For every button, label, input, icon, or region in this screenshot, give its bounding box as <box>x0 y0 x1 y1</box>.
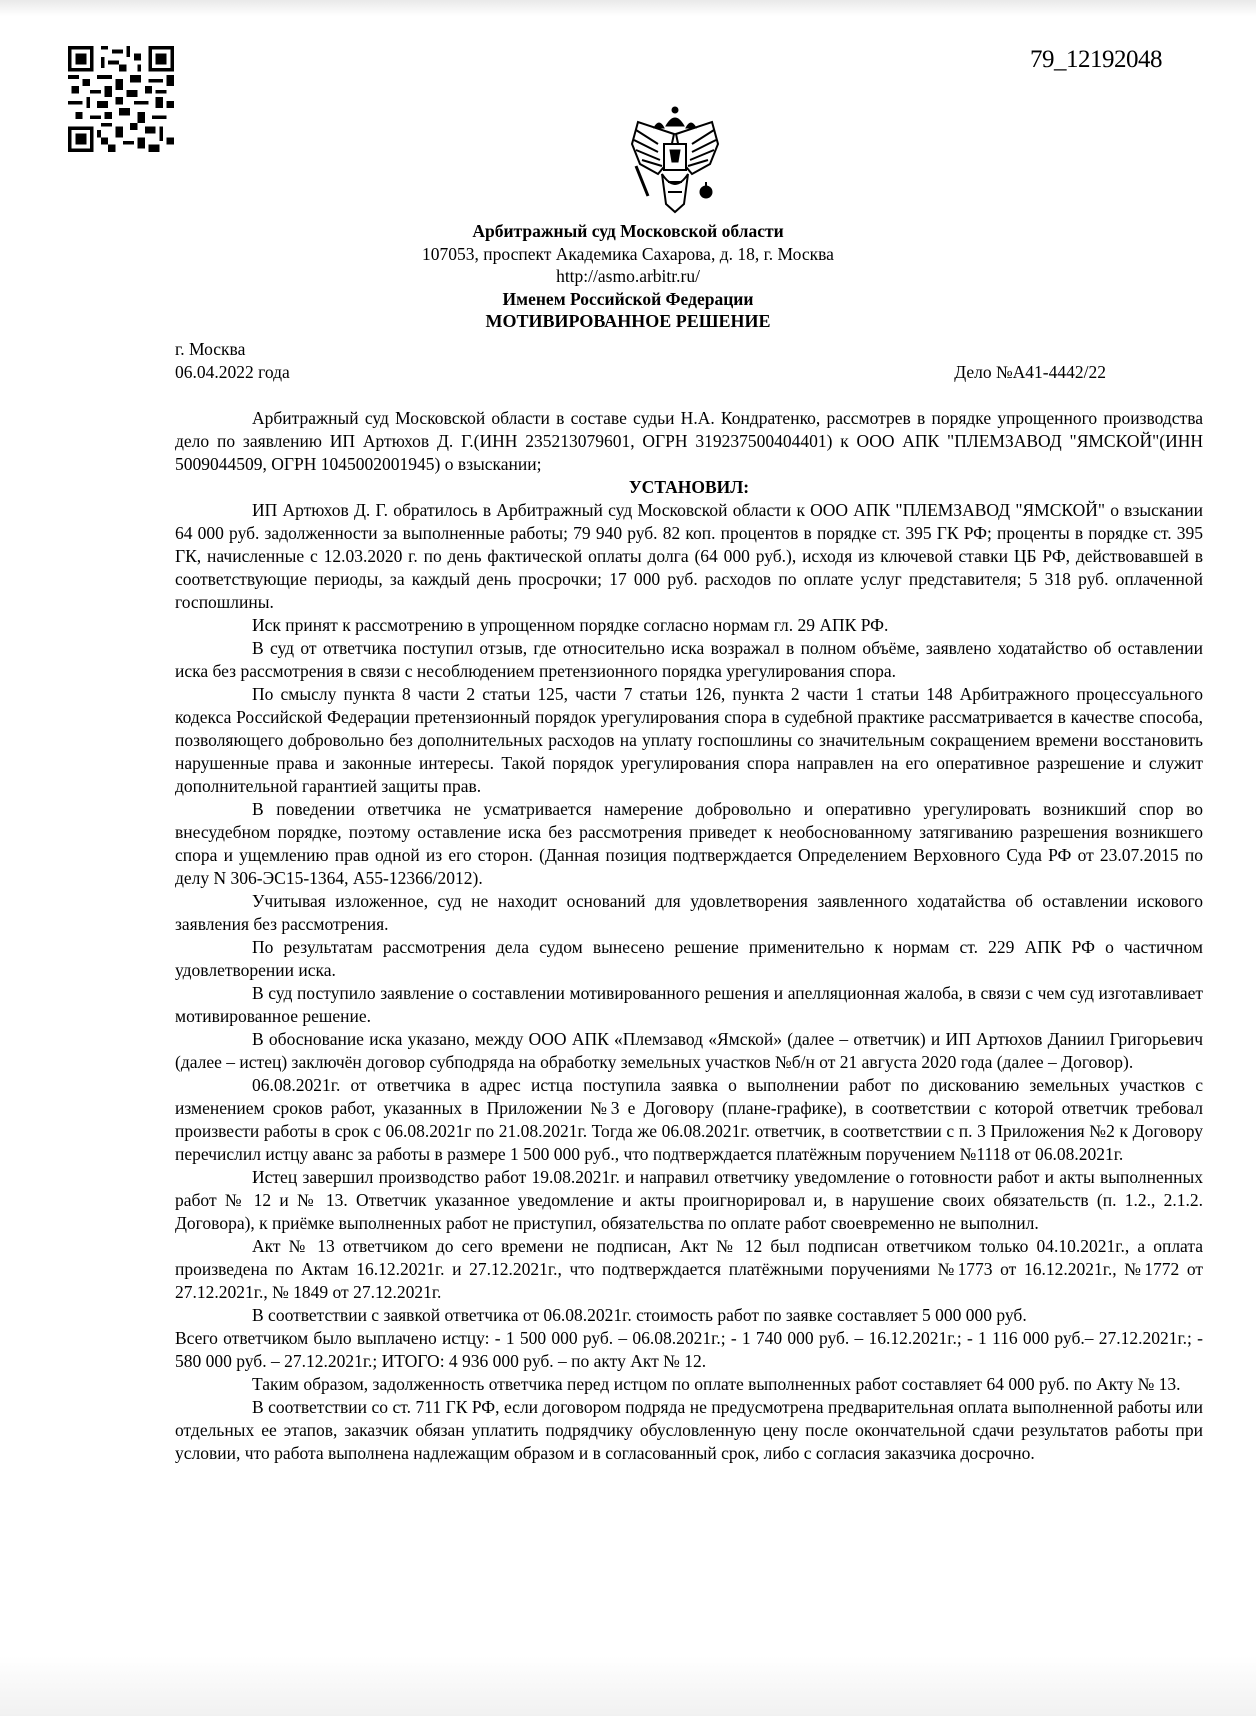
coat-of-arms-icon <box>628 104 722 216</box>
document-body <box>175 407 1203 1465</box>
document-id: 79_12192048 <box>1030 46 1162 73</box>
court-address: 107053, проспект Академика Сахарова, д. 18, г. Москва <box>422 243 834 264</box>
body-paragraph: В суд поступило заявление о составлении мотивированного решения и апелляционная жалоба, в связи с чем суд изготавливает мотивированное решение. <box>175 983 1203 1026</box>
body-paragraph: Всего ответчиком было выплачено истцу: - 1 500 000 руб. – 06.08.2021г.; - 1 740 000 руб. – 16.12.2021г.; - 1 116 000 руб.– 27.12.2021г.; - 580 000 руб. – 27.12.2021г.; ИТОГО: 4 936 000 руб. – по акту Акт № 12. <box>175 1328 1203 1371</box>
body-paragraph: Таким образом, задолженность ответчика перед истцом по оплате выполненных работ составляет 64 000 руб. по Акту № 13. <box>252 1374 1181 1394</box>
court-header <box>0 220 1256 333</box>
body-paragraph: Акт № 13 ответчиком до сего времени не подписан, Акт № 12 был подписан ответчиком только 04.10.2021г., а оплата произведена по Актам 16.12.2021г. и 27.12.2021г., что подтверждается платёжными поручениями №1773 от 16.12.2021г., №1772 от 27.12.2021г., № 1849 от 27.12.2021г. <box>175 1236 1203 1302</box>
body-paragraph: ИП Артюхов Д. Г. обратилось в Арбитражный суд Московской области к ООО АПК "ПЛЕМЗАВОД "ЯМСКОЙ" о взыскании 64 000 руб. задолженности за выполненные работы; 79 940 руб. 82 коп. процентов в порядке ст. 395 ГК РФ; проценты в порядке ст. 395 ГК, начисленные с 12.03.2020 г. по день фактической оплаты долга (64 000 руб.), исходя из ключевой ставки ЦБ РФ, действовавшей в соответствующие периоды, за каждый день просрочки; 17 000 руб. расходов по оплате услуг представителя; 5 318 руб. оплаченной госпошлины. <box>175 500 1203 612</box>
document-title: МОТИВИРОВАННОЕ РЕШЕНИЕ <box>485 311 771 331</box>
body-paragraph: Учитывая изложенное, суд не находит оснований для удовлетворения заявленного ходатайства об оставлении искового заявления без рассмотрения. <box>175 891 1203 934</box>
city: г. Москва <box>175 339 246 359</box>
body-paragraph: По результатам рассмотрения дела судом вынесено решение применительно к нормам ст. 229 АПК РФ о частичном удовлетворении иска. <box>175 937 1203 980</box>
decision-date: 06.04.2022 года <box>175 362 290 382</box>
in-the-name-line: Именем Российской Федерации <box>502 288 754 309</box>
case-number: Дело №А41-4442/22 <box>954 362 1106 382</box>
qr-code-icon <box>68 46 174 152</box>
intro-paragraph: Арбитражный суд Московской области в составе судьи Н.А. Кондратенко, рассмотрев в порядке упрощенного производства дело по заявлению ИП Артюхов Д. Г.(ИНН 235213079601, ОГРН 319237500404401) к ООО АПК "ПЛЕМЗАВОД "ЯМСКОЙ"(ИНН 5009044509, ОГРН 1045002001945) о взыскании; <box>175 408 1203 474</box>
body-paragraph: В соответствии со ст. 711 ГК РФ, если договором подряда не предусмотрена предварительная оплата выполненной работы или отдельных ее этапов, заказчик обязан уплатить подрядчику обусловленную цену после окончательной сдачи результатов работы при условии, что работа выполнена надлежащим образом и в согласованный срок, либо с согласия заказчика досрочно. <box>175 1397 1203 1463</box>
body-paragraph: В поведении ответчика не усматривается намерение добровольно и оперативно урегулировать возникший спор во внесудебном порядке, поэтому оставление иска без рассмотрения приведет к необоснованному затягиванию разрешения возникшего спора и ущемлению прав одной из его сторон. (Данная позиция подтверждается Определением Верховного Суда РФ от 23.07.2015 по делу N 306-ЭС15-1364, А55-12366/2012). <box>175 799 1203 888</box>
body-paragraph: 06.08.2021г. от ответчика в адрес истца поступила заявка о выполнении работ по дискованию земельных участков с изменением сроков работ, указанных в Приложении №3 е Договору (плане-графике), в соответствии с которой ответчик требовал произвести работы в срок с 06.08.2021г по 21.08.2021г. Тогда же 06.08.2021г. ответчик, в соответствии с п. 3 Приложения №2 к Договору перечислил истцу аванс за работы в размере 1 500 000 руб., что подтверждается платёжным поручением №1118 от 06.08.2021г. <box>175 1075 1203 1164</box>
body-paragraph: По смыслу пункта 8 части 2 статьи 125, части 7 статьи 126, пункта 2 части 1 статьи 148 Арбитражного процессуального кодекса Российской Федерации претензионный порядок урегулирования спора в судебной практике рассматривается в качестве способа, позволяющего добровольно без дополнительных расходов на уплату госпошлины со значительным сокращением времени восстановить нарушенные права и законные интересы. Такой порядок урегулирования спора направлен на его оперативное разрешение и служит дополнительной гарантией защиты прав. <box>175 684 1203 796</box>
place-date-block <box>175 338 290 384</box>
body-paragraph: В соответствии с заявкой ответчика от 06.08.2021г. стоимость работ по заявке составляет 5 000 000 руб. <box>252 1305 1027 1325</box>
body-paragraph: Истец завершил производство работ 19.08.2021г. и направил ответчику уведомление о готовности работ и акты выполненных работ № 12 и № 13. Ответчик указанное уведомление и акты проигнорировал и, в нарушение своих обязательств (п. 1.2., 2.1.2. Договора), к приёмке выполненных работ не приступил, обязательства по оплате работ своевременно не выполнил. <box>175 1167 1203 1233</box>
section-heading: УСТАНОВИЛ: <box>628 477 750 497</box>
viewer-bottom-edge <box>0 1656 1256 1716</box>
viewer-top-edge <box>0 0 1256 16</box>
court-name: Арбитражный суд Московской области <box>472 221 784 241</box>
body-paragraph: В обоснование иска указано, между ООО АПК «Племзавод «Ямской» (далее – ответчик) и ИП Артюхов Даниил Григорьевич (далее – истец) заключён договор субподряда на обработку земельных участков №б/н от 21 августа 2020 года (далее – Договор). <box>175 1029 1203 1072</box>
body-paragraph: В суд от ответчика поступил отзыв, где относительно иска возражал в полном объёме, заявлено ходатайство об оставлении иска без рассмотрения в связи с несоблюдением претензионного порядка урегулирования спора. <box>175 638 1203 681</box>
body-paragraph: Иск принят к рассмотрению в упрощенном порядке согласно нормам гл. 29 АПК РФ. <box>252 615 889 635</box>
court-website-link[interactable]: http://asmo.arbitr.ru/ <box>556 266 700 286</box>
